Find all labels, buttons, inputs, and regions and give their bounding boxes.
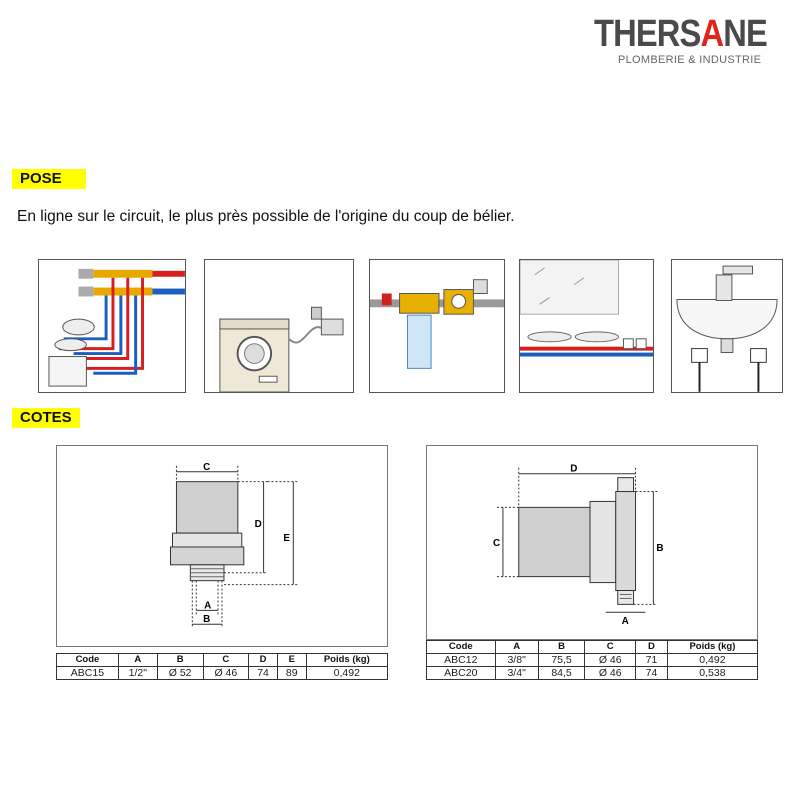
dim-label-c: C [203, 461, 211, 473]
cell-code: ABC12 [427, 654, 496, 667]
dim-label-b: B [656, 542, 664, 554]
illustration-pipe-network [519, 259, 654, 393]
cell-c: Ø 46 [203, 667, 249, 680]
technical-drawing-horizontal [426, 445, 758, 640]
illustration-manifold [38, 259, 186, 393]
col-header-e: E [277, 654, 306, 667]
cell-c: Ø 46 [585, 667, 636, 680]
cell-a: 3/8" [495, 654, 538, 667]
table-row [427, 667, 758, 680]
cell-a: 3/4" [495, 667, 538, 680]
col-header-d: D [636, 641, 668, 654]
dim-label-a: A [621, 616, 629, 628]
col-header-b: B [538, 641, 585, 654]
dim-label-b: B [203, 614, 211, 626]
cell-code: ABC15 [57, 667, 119, 680]
dim-label-a: A [204, 600, 212, 612]
col-header-a: A [118, 654, 157, 667]
intro-text: En ligne sur le circuit, le plus près possible de l'origine du coup de bélier. [17, 208, 515, 225]
illustration-washing-machine [204, 259, 354, 393]
col-header-a: A [495, 641, 538, 654]
dim-label-e: E [283, 533, 290, 545]
cell-weight: 0,492 [667, 654, 757, 667]
col-header-c: C [203, 654, 249, 667]
cell-e: 89 [277, 667, 306, 680]
cell-d: 74 [249, 667, 278, 680]
illustration-sink-mixer [671, 259, 783, 393]
section-title-cotes: COTES [12, 408, 80, 428]
brand-logo [594, 13, 767, 66]
spec-table-abc15 [56, 653, 388, 680]
cell-c: Ø 46 [585, 654, 636, 667]
cell-code: ABC20 [427, 667, 496, 680]
cell-b: 75,5 [538, 654, 585, 667]
col-header-b: B [157, 654, 203, 667]
cell-b: Ø 52 [157, 667, 203, 680]
spec-table-abc12-abc20 [426, 640, 758, 680]
dim-label-c: C [493, 537, 501, 549]
table-row [427, 654, 758, 667]
col-header-code: Code [57, 654, 119, 667]
brand-name: THERSANE [594, 13, 767, 55]
col-header-weight: Poids (kg) [306, 654, 387, 667]
section-title-pose: POSE [12, 169, 86, 189]
cell-weight: 0,492 [306, 667, 387, 680]
cell-weight: 0,538 [667, 667, 757, 680]
cell-d: 74 [636, 667, 668, 680]
col-header-code: Code [427, 641, 496, 654]
table-row [57, 667, 388, 680]
dim-label-d: D [254, 519, 262, 531]
illustration-filter-unit [369, 259, 505, 393]
technical-drawing-vertical [56, 445, 388, 647]
cell-a: 1/2" [118, 667, 157, 680]
cell-d: 71 [636, 654, 668, 667]
col-header-c: C [585, 641, 636, 654]
brand-tagline: PLOMBERIE & INDUSTRIE [618, 54, 762, 66]
col-header-d: D [249, 654, 278, 667]
dim-label-d: D [570, 463, 578, 475]
cell-b: 84,5 [538, 667, 585, 680]
col-header-weight: Poids (kg) [667, 641, 757, 654]
